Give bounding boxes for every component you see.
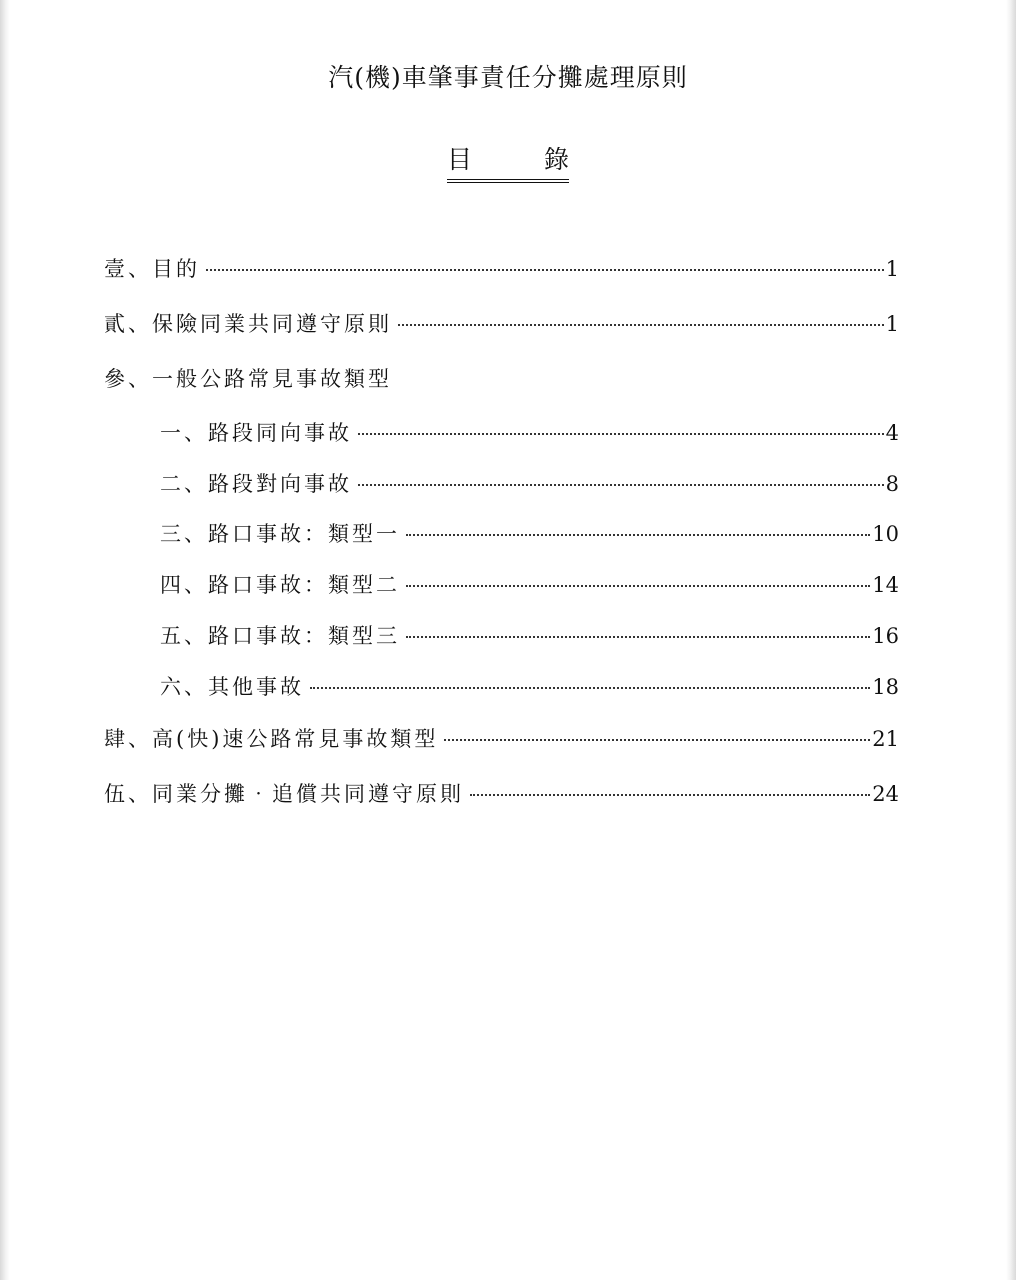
toc-entry-page: 10 <box>872 522 899 546</box>
toc-entry-purpose[interactable] <box>104 253 899 289</box>
dot-leader <box>398 324 884 326</box>
toc-entry-text: 二、路段對向事故 <box>160 472 352 496</box>
toc-entry-page: 8 <box>885 472 899 496</box>
toc-entry-text: 肆、高(快)速公路常見事故類型 <box>104 727 439 751</box>
toc-entry-intersection-type-3[interactable] <box>160 620 899 656</box>
dot-leader <box>406 636 870 638</box>
page-shadow-right <box>1006 0 1016 1280</box>
toc-entry-same-direction[interactable] <box>160 417 899 453</box>
dot-leader <box>406 585 870 587</box>
toc-heading-char-2: 錄 <box>543 145 569 174</box>
toc-entry-text: 伍、同業分攤‧追償共同遵守原則 <box>104 782 464 806</box>
dot-leader <box>444 739 870 741</box>
toc-entry-text: 貳、保險同業共同遵守原則 <box>104 312 392 336</box>
dot-leader <box>470 794 870 796</box>
toc-entry-text: 五、路口事故：類型三 <box>160 624 400 648</box>
toc-entry-text: 壹、目的 <box>104 257 200 281</box>
toc-entry-page: 1 <box>885 312 899 336</box>
toc-entry-text: 參、一般公路常見事故類型 <box>104 367 392 391</box>
dot-leader <box>406 534 870 536</box>
toc-entry-page: 18 <box>872 675 899 699</box>
dot-leader <box>310 687 870 689</box>
dot-leader <box>358 484 884 486</box>
toc-entry-page: 1 <box>885 257 899 281</box>
toc-entry-general-road-accidents[interactable] <box>104 363 899 399</box>
toc-entry-page: 24 <box>872 782 899 806</box>
toc-entry-other-accidents[interactable] <box>160 671 899 707</box>
toc-entry-text: 三、路口事故：類型一 <box>160 522 400 546</box>
toc-entry-text: 六、其他事故 <box>160 675 304 699</box>
dot-leader <box>358 433 884 435</box>
toc-entry-text: 四、路口事故：類型二 <box>160 573 400 597</box>
toc-heading-char-1: 目 <box>447 145 473 174</box>
toc-entry-text: 一、路段同向事故 <box>160 421 352 445</box>
document-title: 汽(機)車肇事責任分攤處理原則 <box>328 63 688 92</box>
toc-entry-intersection-type-1[interactable] <box>160 518 899 554</box>
toc-entry-page: 21 <box>872 727 899 751</box>
toc-entry-highway-accidents[interactable] <box>104 723 899 759</box>
toc-entry-opposite-direction[interactable] <box>160 468 899 504</box>
toc-heading <box>447 140 569 183</box>
toc-entry-intersection-type-2[interactable] <box>160 569 899 605</box>
toc-entry-industry-principles[interactable] <box>104 308 899 344</box>
dot-leader <box>206 269 884 271</box>
toc-entry-page: 4 <box>885 421 899 445</box>
toc-entry-page: 14 <box>872 573 899 597</box>
toc-entry-page: 16 <box>872 624 899 648</box>
toc-entry-apportionment-recovery[interactable] <box>104 778 899 814</box>
page-shadow-left <box>0 0 10 1280</box>
